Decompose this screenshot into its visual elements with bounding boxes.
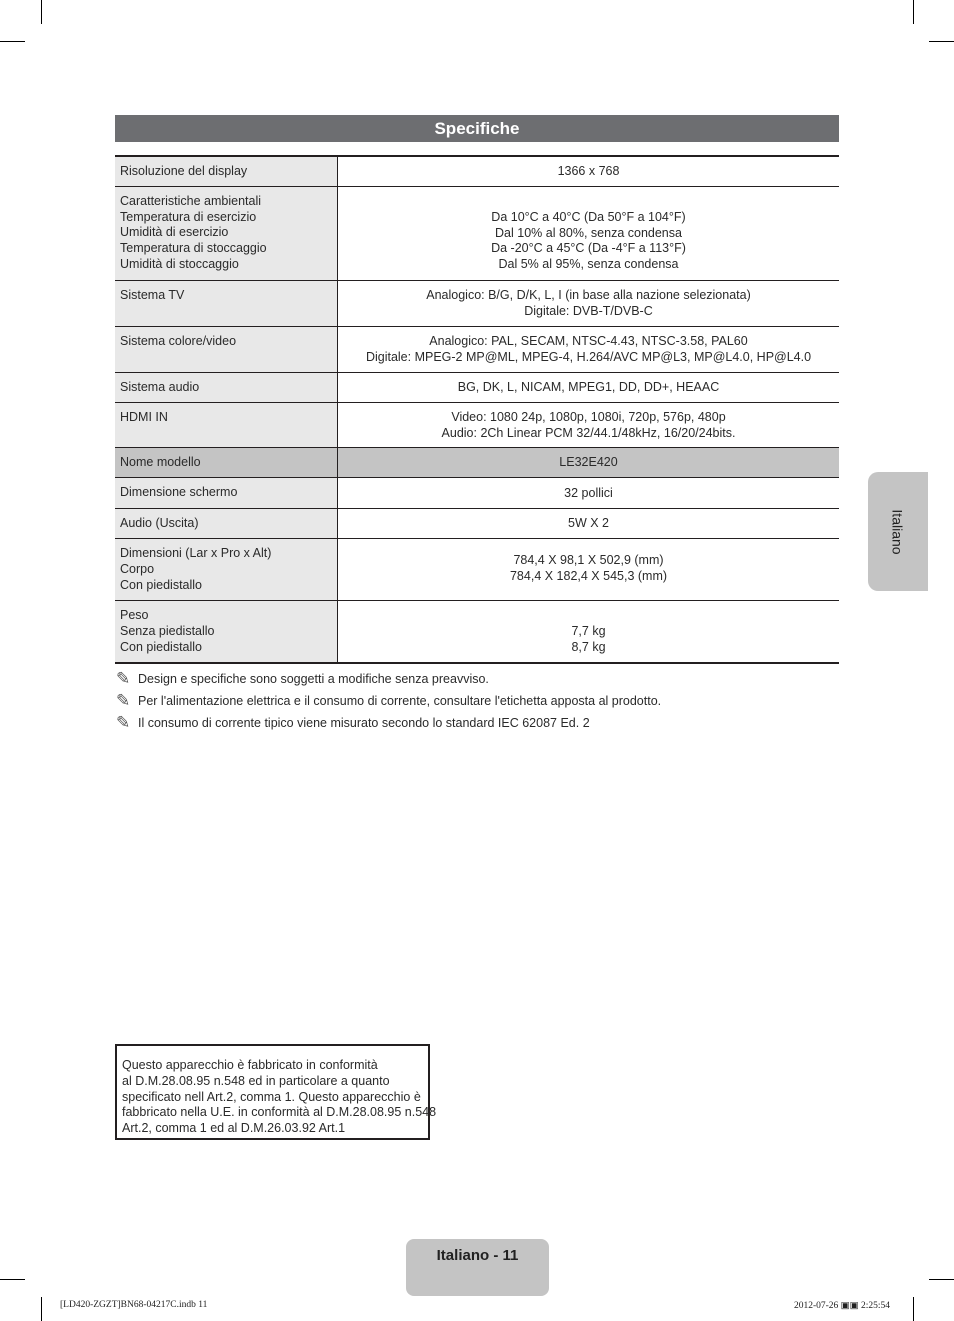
label-line: Umidità di esercizio <box>120 225 229 240</box>
note-item <box>115 690 839 712</box>
section-header <box>115 115 839 142</box>
footer-date-info: 2012-07-26 ▣▣ 2:25:54 <box>793 1301 890 1311</box>
spec-value <box>338 402 840 448</box>
pencil-note-icon: ✎ <box>116 713 131 732</box>
page-number-tab <box>406 1239 549 1296</box>
spec-label <box>115 448 338 478</box>
value-line: LE32E420 <box>559 455 618 470</box>
label-line: Peso <box>120 607 149 622</box>
value-line: 784,4 X 182,4 X 545,3 (mm) <box>509 568 668 583</box>
spec-label <box>115 509 338 539</box>
value-line: 1366 x 768 <box>557 164 620 178</box>
table-row <box>115 156 839 186</box>
label-line: Dimensione schermo <box>120 485 238 500</box>
crop-mark <box>913 0 914 24</box>
spec-value <box>338 538 840 600</box>
table-row <box>115 280 839 326</box>
label-line: Temperatura di stoccaggio <box>120 241 267 256</box>
label-line: Senza piedistallo <box>120 623 215 638</box>
spec-label <box>115 600 338 662</box>
label-line: Con piedistallo <box>120 577 202 592</box>
table-row-model <box>115 448 839 478</box>
value-line: Dal 10% al 80%, senza condensa <box>495 225 682 240</box>
table-row <box>115 538 839 600</box>
crop-mark <box>929 1279 954 1280</box>
crop-mark <box>0 41 25 42</box>
label-line: HDMI IN <box>120 409 168 424</box>
section-title: Specifiche <box>434 118 520 138</box>
crop-mark <box>0 1279 25 1280</box>
spec-value <box>338 186 840 280</box>
spec-label <box>115 156 338 186</box>
crop-mark <box>913 1297 914 1321</box>
spec-value <box>338 448 840 478</box>
label-line: Sistema audio <box>120 379 200 394</box>
label-line: Caratteristiche ambientali <box>120 193 262 208</box>
note-item <box>115 712 839 734</box>
spec-value <box>338 326 840 372</box>
spec-value <box>338 280 840 326</box>
table-row <box>115 186 839 280</box>
crop-mark <box>41 0 42 24</box>
label-line: Sistema colore/video <box>120 333 237 348</box>
spec-label <box>115 326 338 372</box>
spec-value <box>338 156 840 186</box>
conformity-line: al D.M.28.08.95 n.548 ed in particolare a quanto <box>122 1073 390 1088</box>
pencil-note-icon: ✎ <box>116 669 131 688</box>
value-line: 784,4 X 98,1 X 502,9 (mm) <box>513 552 664 567</box>
value-line: Analogico: PAL, SECAM, NTSC-4.43, NTSC-3.58, PAL60 <box>429 333 748 348</box>
label-line: Temperatura di esercizio <box>120 209 257 224</box>
conformity-notice <box>115 1044 437 1140</box>
conformity-line: Art.2, comma 1 ed al D.M.26.03.92 Art.1 <box>122 1121 346 1136</box>
table-row <box>115 402 839 448</box>
conformity-line: fabbricato nella U.E. in conformità al D.M.28.08.95 n.548 <box>122 1105 437 1120</box>
pencil-note-icon: ✎ <box>116 691 131 710</box>
value-line: 5W X 2 <box>568 516 609 531</box>
spec-label <box>115 372 338 402</box>
spec-label <box>115 402 338 448</box>
value-line: Analogico: B/G, D/K, L, I (in base alla nazione selezionata) <box>426 287 751 302</box>
value-line: 32 pollici <box>564 486 613 501</box>
label-line: Risoluzione del display <box>120 164 248 178</box>
label-line: Audio (Uscita) <box>120 516 199 531</box>
table-row <box>115 600 839 662</box>
language-side-label: Italiano <box>890 508 906 555</box>
spec-table <box>115 155 839 664</box>
table-row <box>115 478 839 509</box>
spec-label <box>115 280 338 326</box>
value-line: Da 10°C a 40°C (Da 50°F a 104°F) <box>491 209 686 224</box>
spec-value <box>338 372 840 402</box>
note-text: Il consumo di corrente tipico viene misurato secondo lo standard IEC 62087 Ed. 2 <box>138 716 590 730</box>
notes <box>115 668 839 734</box>
table-row <box>115 509 839 539</box>
page-number-label: Italiano - 11 <box>436 1247 519 1264</box>
conformity-line: Questo apparecchio è fabbricato in conformità <box>122 1058 378 1072</box>
label-line: Nome modello <box>120 455 201 470</box>
conformity-line: specificato nell Art.2, comma 1. Questo apparecchio è <box>122 1089 421 1104</box>
spec-label <box>115 478 338 509</box>
label-line: Umidità di stoccaggio <box>120 256 239 271</box>
value-line: Da -20°C a 45°C (Da -4°F a 113°F) <box>491 241 686 256</box>
note-item <box>115 668 839 690</box>
label-line: Corpo <box>120 561 155 576</box>
crop-mark <box>41 1297 42 1321</box>
note-text: Design e specifiche sono soggetti a modifiche senza preavviso. <box>138 672 489 686</box>
label-line: Dimensioni (Lar x Pro x Alt) <box>120 545 272 560</box>
value-line: Audio: 2Ch Linear PCM 32/44.1/48kHz, 16/20/24bits. <box>441 425 736 440</box>
value-line: 8,7 kg <box>571 639 606 654</box>
language-side-tab <box>868 472 928 591</box>
spec-label <box>115 538 338 600</box>
value-line: Dal 5% al 95%, senza condensa <box>498 257 679 272</box>
value-line: 7,7 kg <box>571 623 606 638</box>
spec-value <box>338 509 840 539</box>
spec-label <box>115 186 338 280</box>
table-row <box>115 372 839 402</box>
value-line: Digitale: MPEG-2 MP@ML, MPEG-4, H.264/AVC MP@L3, MP@L4.0, HP@L4.0 <box>365 349 812 364</box>
crop-mark <box>929 41 954 42</box>
spec-value <box>338 478 840 509</box>
value-line: Video: 1080 24p, 1080p, 1080i, 720p, 576p, 480p <box>451 409 726 424</box>
footer-file-info: [LD420-ZGZT]BN68-04217C.indb 11 <box>60 1300 208 1310</box>
label-line: Sistema TV <box>120 287 185 302</box>
table-row <box>115 326 839 372</box>
note-text: Per l'alimentazione elettrica e il consumo di corrente, consultare l'etichetta apposta al prodotto. <box>138 694 662 708</box>
label-line: Con piedistallo <box>120 639 202 654</box>
value-line: Digitale: DVB-T/DVB-C <box>524 303 653 318</box>
spec-value <box>338 600 840 662</box>
value-line: BG, DK, L, NICAM, MPEG1, DD, DD+, HEAAC <box>457 379 720 394</box>
